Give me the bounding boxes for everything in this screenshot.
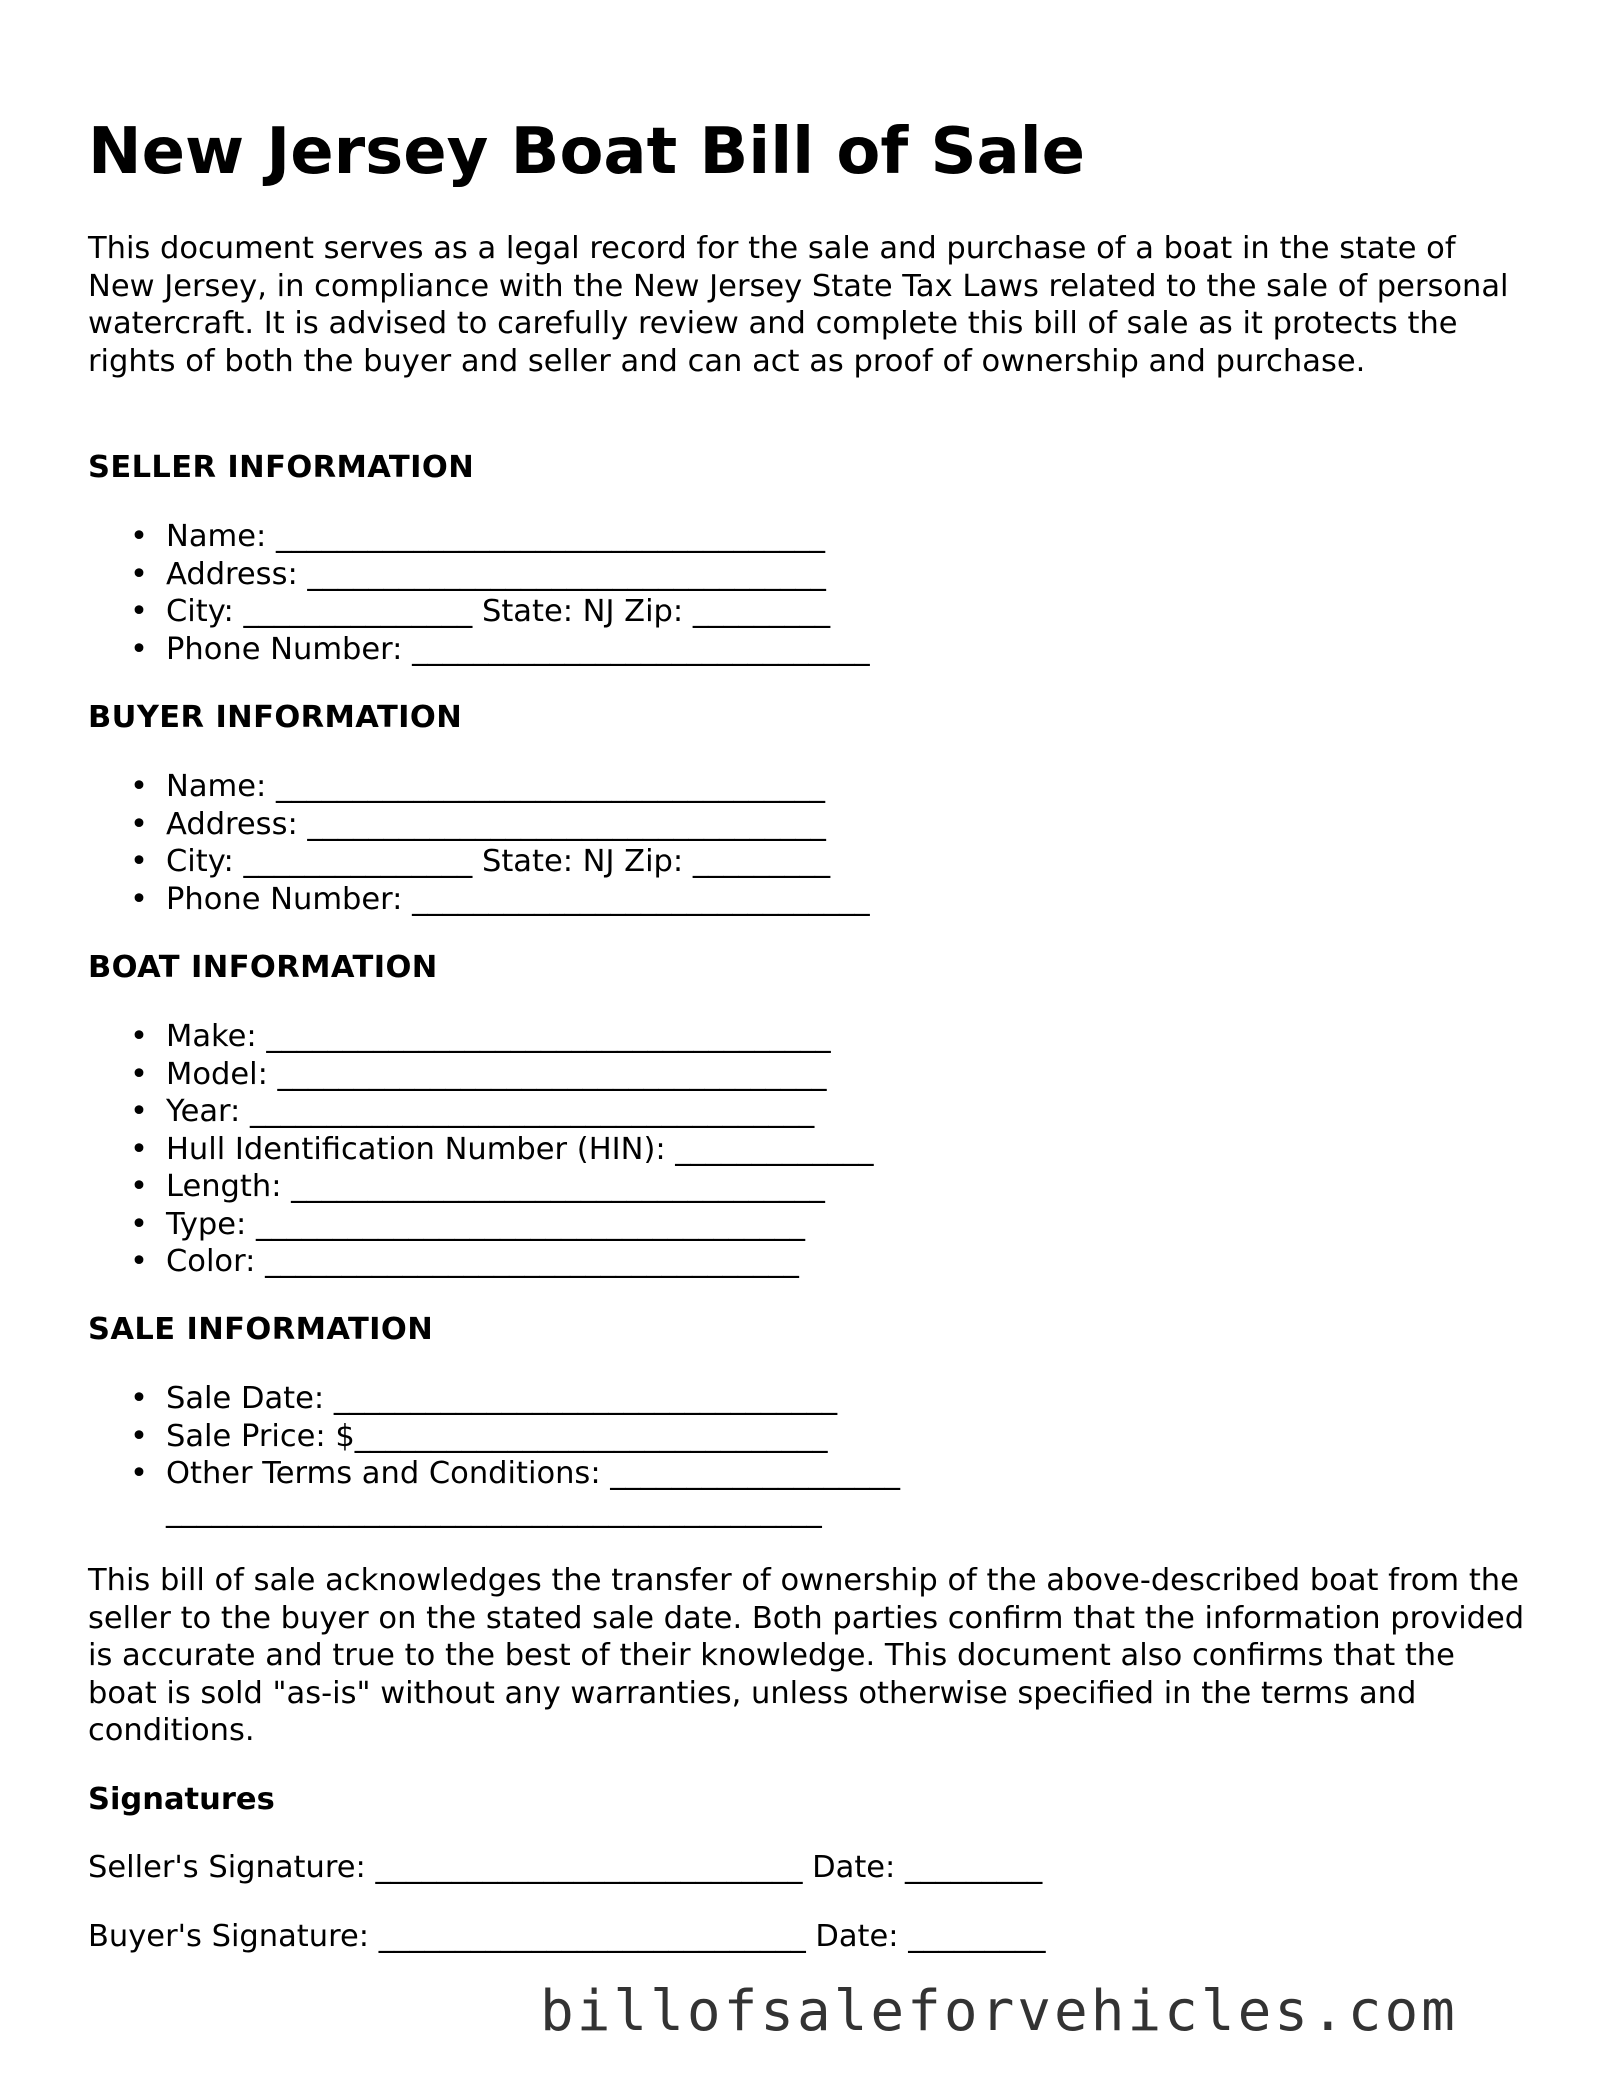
buyer-address-field[interactable]: • Address: __________________________________ [88,806,870,844]
sale-terms-continuation-line: ___________________________________________ [166,1493,822,1529]
document-title: New Jersey Boat Bill of Sale [88,115,1086,189]
buyer-city-field[interactable]: • City: _______________ State: NJ Zip: _________ [88,843,870,881]
boat-heading: BOAT INFORMATION [88,950,438,985]
seller-fields [88,518,870,668]
sale-terms-continuation[interactable] [88,1493,900,1531]
buyer-name-field[interactable]: • Name: ____________________________________ [88,768,870,806]
signatures-heading: Signatures [88,1782,275,1817]
boat-length-field[interactable]: • Length: ___________________________________ [88,1168,874,1206]
boat-color-field[interactable]: • Color: ___________________________________ [88,1243,874,1281]
seller-heading: SELLER INFORMATION [88,450,475,485]
boat-fields [88,1018,874,1281]
sale-date-field[interactable]: • Sale Date: _________________________________ [88,1380,900,1418]
sale-heading: SALE INFORMATION [88,1312,434,1347]
boat-year-field[interactable]: • Year: _____________________________________ [88,1093,874,1131]
sale-terms-field[interactable]: • Other Terms and Conditions: ___________________ [88,1455,900,1493]
buyer-signature-line[interactable]: Buyer's Signature: ____________________________ Date: _________ [88,1919,1046,1954]
seller-signature-line[interactable]: Seller's Signature: ____________________________ Date: _________ [88,1850,1043,1885]
watermark: billofsaleforvehicles.com [540,1979,1458,2044]
buyer-fields [88,768,870,918]
seller-city-field[interactable]: • City: _______________ State: NJ Zip: _________ [88,593,870,631]
closing-paragraph: This bill of sale acknowledges the transfer of ownership of the above-described boat from the seller to the buyer on the stated sale date. Both parties confirm that the information provided is accurate and true to the best of their knowledge. This document also confirms that the boat is sold "as-is" without any warranties, unless otherwise specified in the terms and conditions. [88,1563,1525,1748]
seller-phone-field[interactable]: • Phone Number: ______________________________ [88,631,870,669]
seller-name-field[interactable]: • Name: ____________________________________ [88,518,870,556]
buyer-phone-field[interactable]: • Phone Number: ______________________________ [88,881,870,919]
boat-type-field[interactable]: • Type: ____________________________________ [88,1206,874,1244]
boat-model-field[interactable]: • Model: ____________________________________ [88,1056,874,1094]
boat-hin-field[interactable]: • Hull Identification Number (HIN): _____________ [88,1131,874,1169]
buyer-heading: BUYER INFORMATION [88,700,463,735]
sale-fields [88,1380,900,1530]
boat-make-field[interactable]: • Make: _____________________________________ [88,1018,874,1056]
seller-address-field[interactable]: • Address: __________________________________ [88,556,870,594]
intro-paragraph: This document serves as a legal record for the sale and purchase of a boat in the state of New Jersey, in compliance with the New Jersey State Tax Laws related to the sale of personal watercraft. It is advised to carefully review and complete this bill of sale as it protects the rights of both the buyer and seller and can act as proof of ownership and purchase. [88,231,1509,379]
sale-price-field[interactable]: • Sale Price: $_______________________________ [88,1418,900,1456]
